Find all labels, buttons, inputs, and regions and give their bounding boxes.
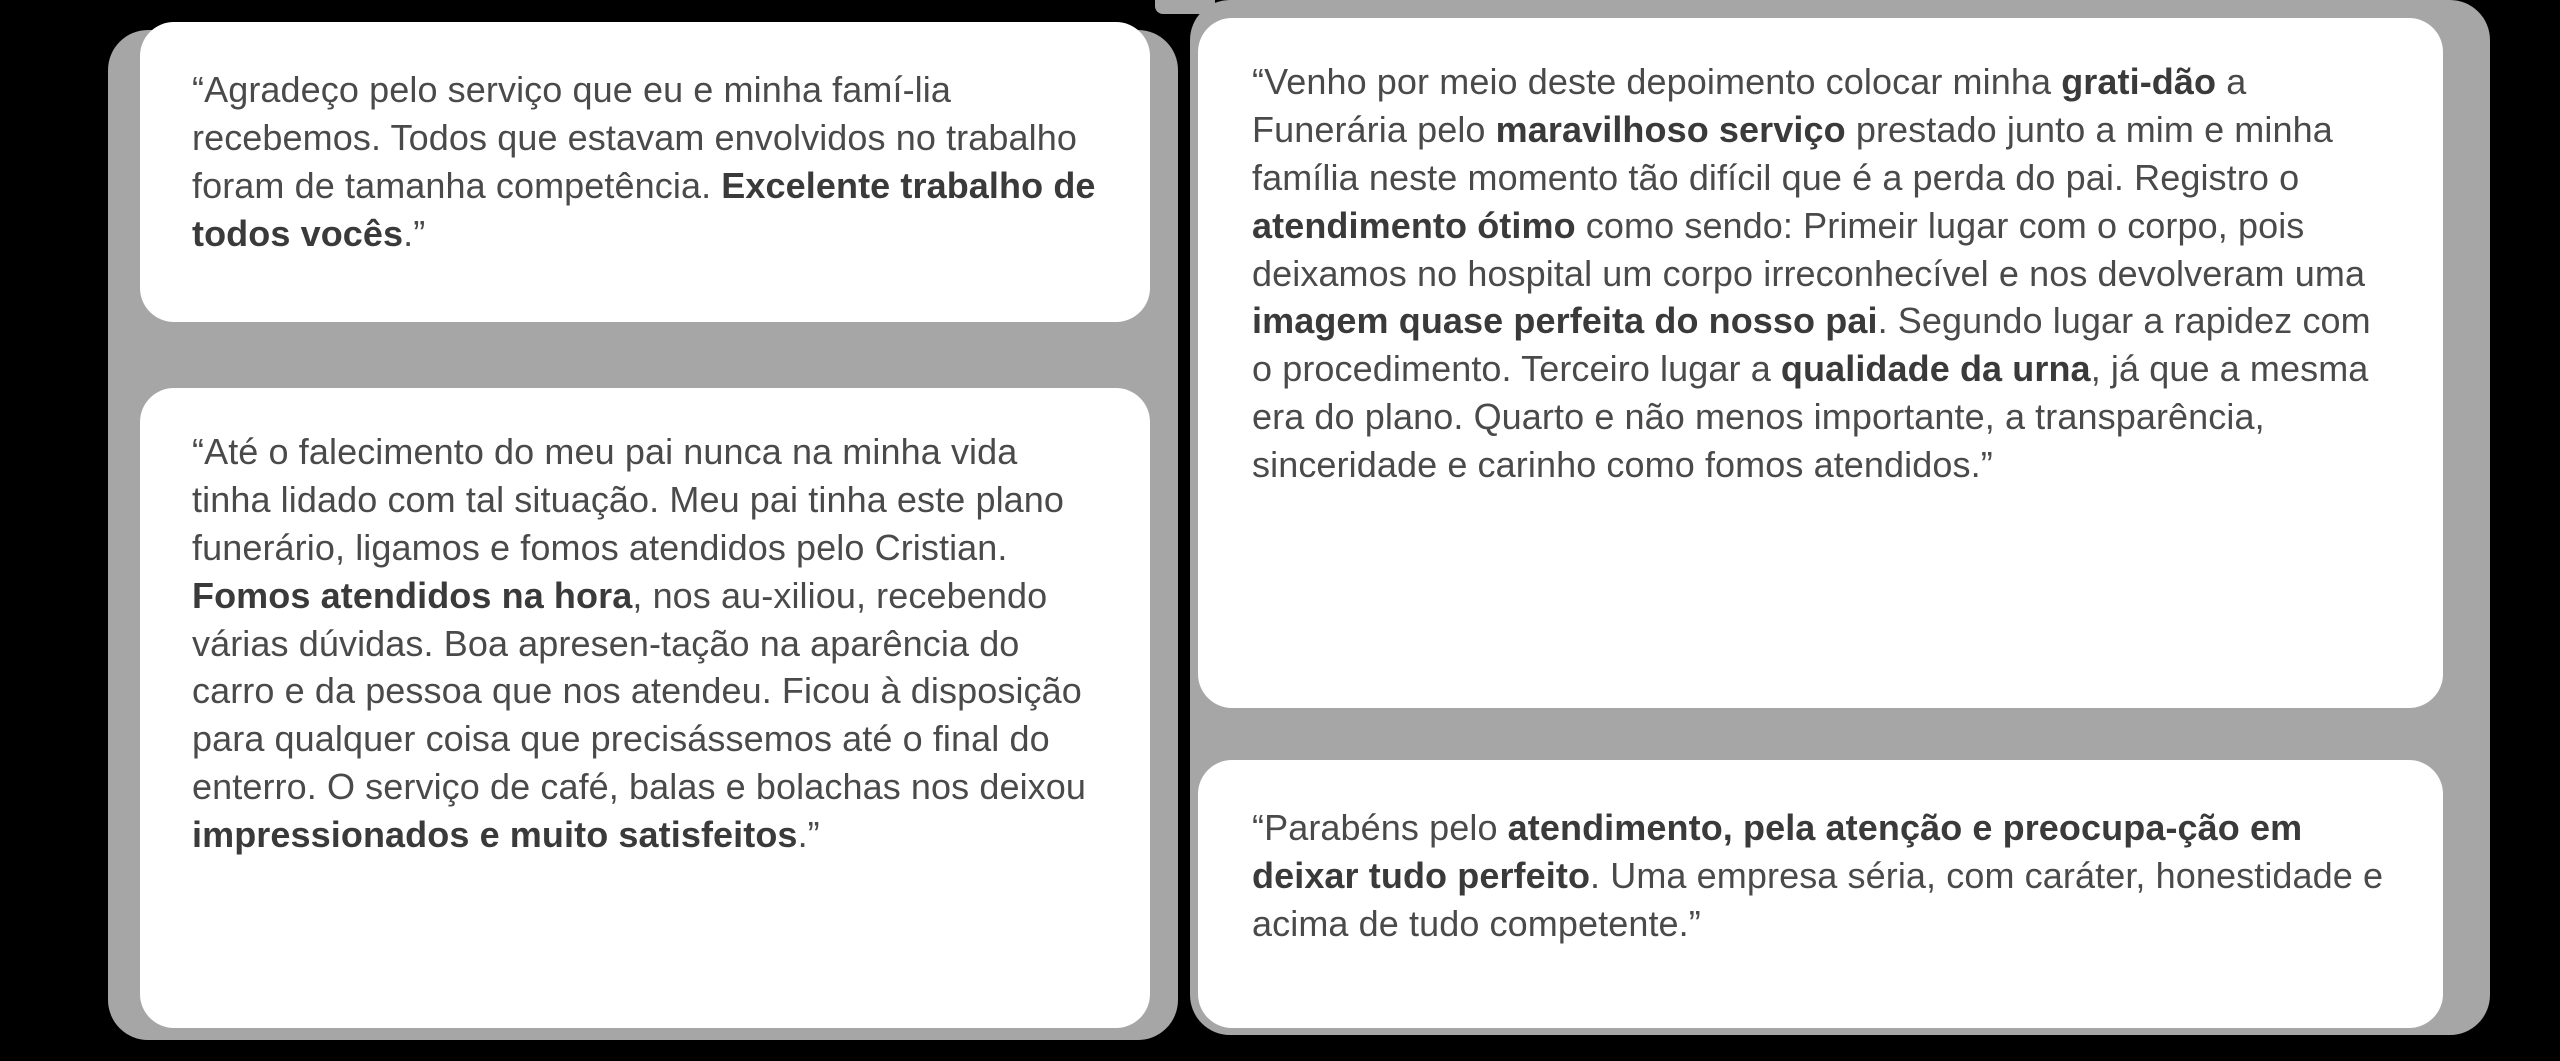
testimonial-text-2: “Até o falecimento do meu pai nunca na minha vida tinha lidado com tal situação. Meu pai tinha este plano funerário, ligamos e fomos atendidos pelo Cristian. Fomos atendidos na hora, nos au-xiliou, recebendo várias dúvidas. Boa apresen-tação na aparência do carro e da pessoa que nos atendeu. Ficou à disposição para qualquer coisa que precisássemos até o final do enterro. O serviço de café, balas e bolachas nos deixou impressionados e muito satisfeitos.” — [192, 431, 1087, 855]
testimonial-card-4 — [1198, 760, 2443, 1028]
testimonial-card-2 — [140, 388, 1150, 1028]
testimonial-text-1: “Agradeço pelo serviço que eu e minha famí-lia recebemos. Todos que estavam envolvidos no trabalho foram de tamanha competência. Excelente trabalho de todos vocês.” — [192, 69, 1096, 254]
testimonial-text-3: “Venho por meio deste depoimento colocar minha grati-dão a Funerária pelo maravilhoso serviço prestado junto a mim e minha família neste momento tão difícil que é a perda do pai. Registro o atendimento ótimo como sendo: Primeir lugar com o corpo, pois deixamos no hospital um corpo irreconhecível e nos devolveram uma imagem quase perfeita do nosso pai. Segundo lugar a rapidez com o procedimento. Terceiro lugar a qualidade da urna, já que a mesma era do plano. Quarto e não menos importante, a transparência, sinceridade e carinho como fomos atendidos.” — [1252, 61, 2371, 485]
testimonial-text-4: “Parabéns pelo atendimento, pela atenção e preocupa-ção em deixar tudo perfeito. Uma empresa séria, com caráter, honestidade e acima de tudo competente.” — [1252, 807, 2384, 944]
testimonial-card-1 — [140, 22, 1150, 322]
testimonial-card-3 — [1198, 18, 2443, 708]
